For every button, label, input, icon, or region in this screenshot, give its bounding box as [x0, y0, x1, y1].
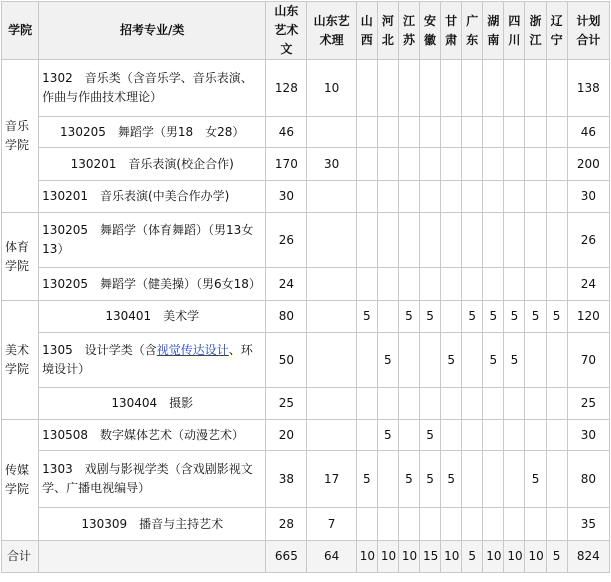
table-row	[2, 268, 610, 301]
shandong-art-cell: 128	[266, 60, 307, 117]
province-cell	[525, 148, 546, 181]
header-province: 甘肃	[441, 2, 462, 60]
province-cell	[462, 181, 483, 213]
province-cell: 5	[420, 451, 441, 508]
college-media: 传媒学院	[2, 420, 39, 541]
province-cell	[356, 181, 377, 213]
province-cell	[356, 117, 377, 148]
shandong-sci-cell	[307, 181, 356, 213]
province-cell	[398, 508, 419, 541]
province-cell	[483, 181, 504, 213]
major-text: 1305 设计学类（含	[42, 343, 157, 357]
header-plan-total: 计划合计	[567, 2, 609, 60]
province-cell	[462, 268, 483, 301]
province-cell	[462, 388, 483, 420]
province-cell	[377, 388, 398, 420]
shandong-art-cell: 46	[266, 117, 307, 148]
province-cell	[483, 213, 504, 268]
college-pe: 体育学院	[2, 213, 39, 301]
totals-province-cell: 10	[356, 541, 377, 573]
table-row	[2, 420, 610, 451]
header-major: 招考专业/类	[39, 2, 266, 60]
province-cell	[377, 268, 398, 301]
header-province: 湖南	[483, 2, 504, 60]
province-cell	[441, 213, 462, 268]
province-cell	[525, 333, 546, 388]
province-cell	[356, 333, 377, 388]
province-cell: 5	[504, 333, 525, 388]
header-province: 广东	[462, 2, 483, 60]
province-cell	[441, 508, 462, 541]
province-cell	[483, 420, 504, 451]
plan-total-cell: 35	[567, 508, 609, 541]
province-cell	[398, 148, 419, 181]
shandong-sci-cell: 30	[307, 148, 356, 181]
visual-communication-design-link[interactable]: 视觉传达设计	[156, 343, 229, 357]
province-cell	[420, 181, 441, 213]
shandong-art-cell: 30	[266, 181, 307, 213]
plan-total-cell: 70	[567, 333, 609, 388]
header-province: 四川	[504, 2, 525, 60]
province-cell	[398, 60, 419, 117]
header-province: 山西	[356, 2, 377, 60]
shandong-art-cell: 25	[266, 388, 307, 420]
province-cell	[546, 60, 567, 117]
province-cell	[356, 388, 377, 420]
totals-province-cell: 15	[420, 541, 441, 573]
province-cell: 5	[398, 301, 419, 333]
table-row	[2, 508, 610, 541]
major-text: 、环境设计）	[42, 343, 253, 376]
plan-total-cell: 46	[567, 117, 609, 148]
major-cell: 130201 音乐表演(中美合作办学)	[39, 181, 266, 213]
province-cell	[441, 301, 462, 333]
province-cell	[525, 213, 546, 268]
major-cell: 130205 舞蹈学（健美操）（男6女18）	[39, 268, 266, 301]
province-cell	[398, 388, 419, 420]
major-cell: 130201 音乐表演(校企合作)	[39, 148, 266, 181]
province-cell	[525, 181, 546, 213]
major-cell: 130205 舞蹈学（男18 女28）	[39, 117, 266, 148]
province-cell	[356, 268, 377, 301]
province-cell: 5	[377, 420, 398, 451]
province-cell	[377, 301, 398, 333]
province-cell	[420, 388, 441, 420]
totals-province-cell: 10	[398, 541, 419, 573]
shandong-sci-cell	[307, 213, 356, 268]
plan-total-cell: 200	[567, 148, 609, 181]
header-row	[2, 2, 610, 60]
province-cell	[356, 508, 377, 541]
totals-shandong-sci: 64	[307, 541, 356, 573]
totals-province-cell: 10	[504, 541, 525, 573]
major-cell: 130401 美术学	[39, 301, 266, 333]
totals-empty-cell	[39, 541, 266, 573]
shandong-sci-cell	[307, 388, 356, 420]
totals-plan-total: 824	[567, 541, 609, 573]
province-cell	[462, 213, 483, 268]
province-cell: 5	[462, 301, 483, 333]
shandong-sci-cell	[307, 268, 356, 301]
header-college: 学院	[2, 2, 39, 60]
province-cell	[356, 148, 377, 181]
province-cell	[398, 117, 419, 148]
province-cell: 5	[398, 451, 419, 508]
plan-total-cell: 30	[567, 181, 609, 213]
province-cell: 5	[504, 301, 525, 333]
province-cell: 5	[420, 420, 441, 451]
province-cell: 5	[441, 333, 462, 388]
header-province: 江苏	[398, 2, 419, 60]
table-row	[2, 181, 610, 213]
province-cell	[483, 451, 504, 508]
totals-province-cell: 10	[525, 541, 546, 573]
shandong-sci-cell	[307, 117, 356, 148]
province-cell	[546, 268, 567, 301]
province-cell	[546, 508, 567, 541]
province-cell: 5	[525, 451, 546, 508]
province-cell	[504, 451, 525, 508]
province-cell	[504, 508, 525, 541]
province-cell	[377, 181, 398, 213]
province-cell	[525, 60, 546, 117]
plan-total-cell: 25	[567, 388, 609, 420]
college-art: 美术学院	[2, 301, 39, 420]
totals-province-cell: 10	[483, 541, 504, 573]
province-cell	[483, 117, 504, 148]
province-cell	[441, 181, 462, 213]
shandong-sci-cell	[307, 301, 356, 333]
province-cell	[546, 148, 567, 181]
plan-total-cell: 80	[567, 451, 609, 508]
header-province: 安徽	[420, 2, 441, 60]
totals-province-cell: 10	[441, 541, 462, 573]
table-row	[2, 148, 610, 181]
province-cell	[525, 117, 546, 148]
shandong-art-cell: 28	[266, 508, 307, 541]
province-cell	[398, 420, 419, 451]
header-shandong-art: 山东艺术文	[266, 2, 307, 60]
province-cell	[546, 117, 567, 148]
province-cell: 5	[356, 451, 377, 508]
province-cell	[504, 60, 525, 117]
table-row	[2, 60, 610, 117]
shandong-art-cell: 24	[266, 268, 307, 301]
province-cell	[377, 117, 398, 148]
shandong-art-cell: 170	[266, 148, 307, 181]
enrollment-plan-table	[1, 1, 610, 573]
table-row	[2, 388, 610, 420]
province-cell	[546, 213, 567, 268]
plan-total-cell: 30	[567, 420, 609, 451]
province-cell: 5	[441, 451, 462, 508]
province-cell	[504, 268, 525, 301]
province-cell	[398, 333, 419, 388]
province-cell	[525, 508, 546, 541]
province-cell	[525, 388, 546, 420]
province-cell	[483, 508, 504, 541]
province-cell	[546, 451, 567, 508]
totals-province-cell: 5	[546, 541, 567, 573]
province-cell	[356, 420, 377, 451]
province-cell	[420, 268, 441, 301]
province-cell	[462, 508, 483, 541]
province-cell	[546, 388, 567, 420]
province-cell	[525, 268, 546, 301]
province-cell	[420, 508, 441, 541]
province-cell: 5	[483, 301, 504, 333]
province-cell	[377, 148, 398, 181]
totals-province-cell: 5	[462, 541, 483, 573]
province-cell	[462, 117, 483, 148]
plan-total-cell: 120	[567, 301, 609, 333]
province-cell	[441, 60, 462, 117]
province-cell	[462, 148, 483, 181]
totals-row	[2, 541, 610, 573]
province-cell: 5	[356, 301, 377, 333]
province-cell	[483, 60, 504, 117]
province-cell: 5	[377, 333, 398, 388]
province-cell	[483, 148, 504, 181]
province-cell	[377, 213, 398, 268]
shandong-sci-cell: 10	[307, 60, 356, 117]
province-cell	[441, 117, 462, 148]
major-cell: 1302 音乐类（含音乐学、音乐表演、作曲与作曲技术理论）	[39, 60, 266, 117]
table-row	[2, 451, 610, 508]
shandong-sci-cell	[307, 333, 356, 388]
shandong-art-cell: 50	[266, 333, 307, 388]
header-province: 河北	[377, 2, 398, 60]
province-cell	[504, 213, 525, 268]
shandong-art-cell: 26	[266, 213, 307, 268]
major-cell: 130404 摄影	[39, 388, 266, 420]
province-cell	[525, 420, 546, 451]
province-cell	[483, 388, 504, 420]
province-cell	[441, 148, 462, 181]
shandong-sci-cell: 17	[307, 451, 356, 508]
province-cell: 5	[420, 301, 441, 333]
province-cell	[462, 60, 483, 117]
header-province: 浙江	[525, 2, 546, 60]
province-cell	[441, 268, 462, 301]
plan-total-cell: 24	[567, 268, 609, 301]
table-row	[2, 117, 610, 148]
province-cell	[504, 148, 525, 181]
province-cell	[504, 420, 525, 451]
province-cell	[420, 117, 441, 148]
province-cell	[504, 117, 525, 148]
college-music: 音乐学院	[2, 60, 39, 213]
province-cell	[462, 451, 483, 508]
province-cell	[398, 213, 419, 268]
major-cell: 1303 戏剧与影视学类（含戏剧影视文学、广播电视编导）	[39, 451, 266, 508]
totals-shandong-art: 665	[266, 541, 307, 573]
province-cell	[377, 451, 398, 508]
table-row	[2, 301, 610, 333]
province-cell	[398, 268, 419, 301]
province-cell	[546, 181, 567, 213]
major-cell: 130205 舞蹈学（体育舞蹈）（男13女13）	[39, 213, 266, 268]
province-cell	[420, 60, 441, 117]
province-cell	[420, 333, 441, 388]
shandong-art-cell: 80	[266, 301, 307, 333]
province-cell: 5	[546, 301, 567, 333]
province-cell	[546, 333, 567, 388]
table-row	[2, 333, 610, 388]
province-cell	[462, 333, 483, 388]
province-cell: 5	[483, 333, 504, 388]
major-cell	[39, 333, 266, 388]
province-cell	[462, 420, 483, 451]
header-shandong-sci: 山东艺术理	[307, 2, 356, 60]
province-cell	[483, 268, 504, 301]
major-cell: 130309 播音与主持艺术	[39, 508, 266, 541]
province-cell	[377, 508, 398, 541]
province-cell	[420, 213, 441, 268]
province-cell	[377, 60, 398, 117]
province-cell	[546, 420, 567, 451]
shandong-art-cell: 38	[266, 451, 307, 508]
totals-province-cell: 10	[377, 541, 398, 573]
province-cell	[441, 420, 462, 451]
province-cell	[356, 213, 377, 268]
shandong-sci-cell	[307, 420, 356, 451]
province-cell	[504, 181, 525, 213]
plan-total-cell: 138	[567, 60, 609, 117]
province-cell	[356, 60, 377, 117]
province-cell	[420, 148, 441, 181]
province-cell	[398, 181, 419, 213]
province-cell: 5	[525, 301, 546, 333]
province-cell	[441, 388, 462, 420]
header-province: 辽宁	[546, 2, 567, 60]
major-cell: 130508 数字媒体艺术（动漫艺术）	[39, 420, 266, 451]
totals-label: 合计	[2, 541, 39, 573]
table-row	[2, 213, 610, 268]
shandong-art-cell: 20	[266, 420, 307, 451]
shandong-sci-cell: 7	[307, 508, 356, 541]
plan-total-cell: 26	[567, 213, 609, 268]
province-cell	[504, 388, 525, 420]
